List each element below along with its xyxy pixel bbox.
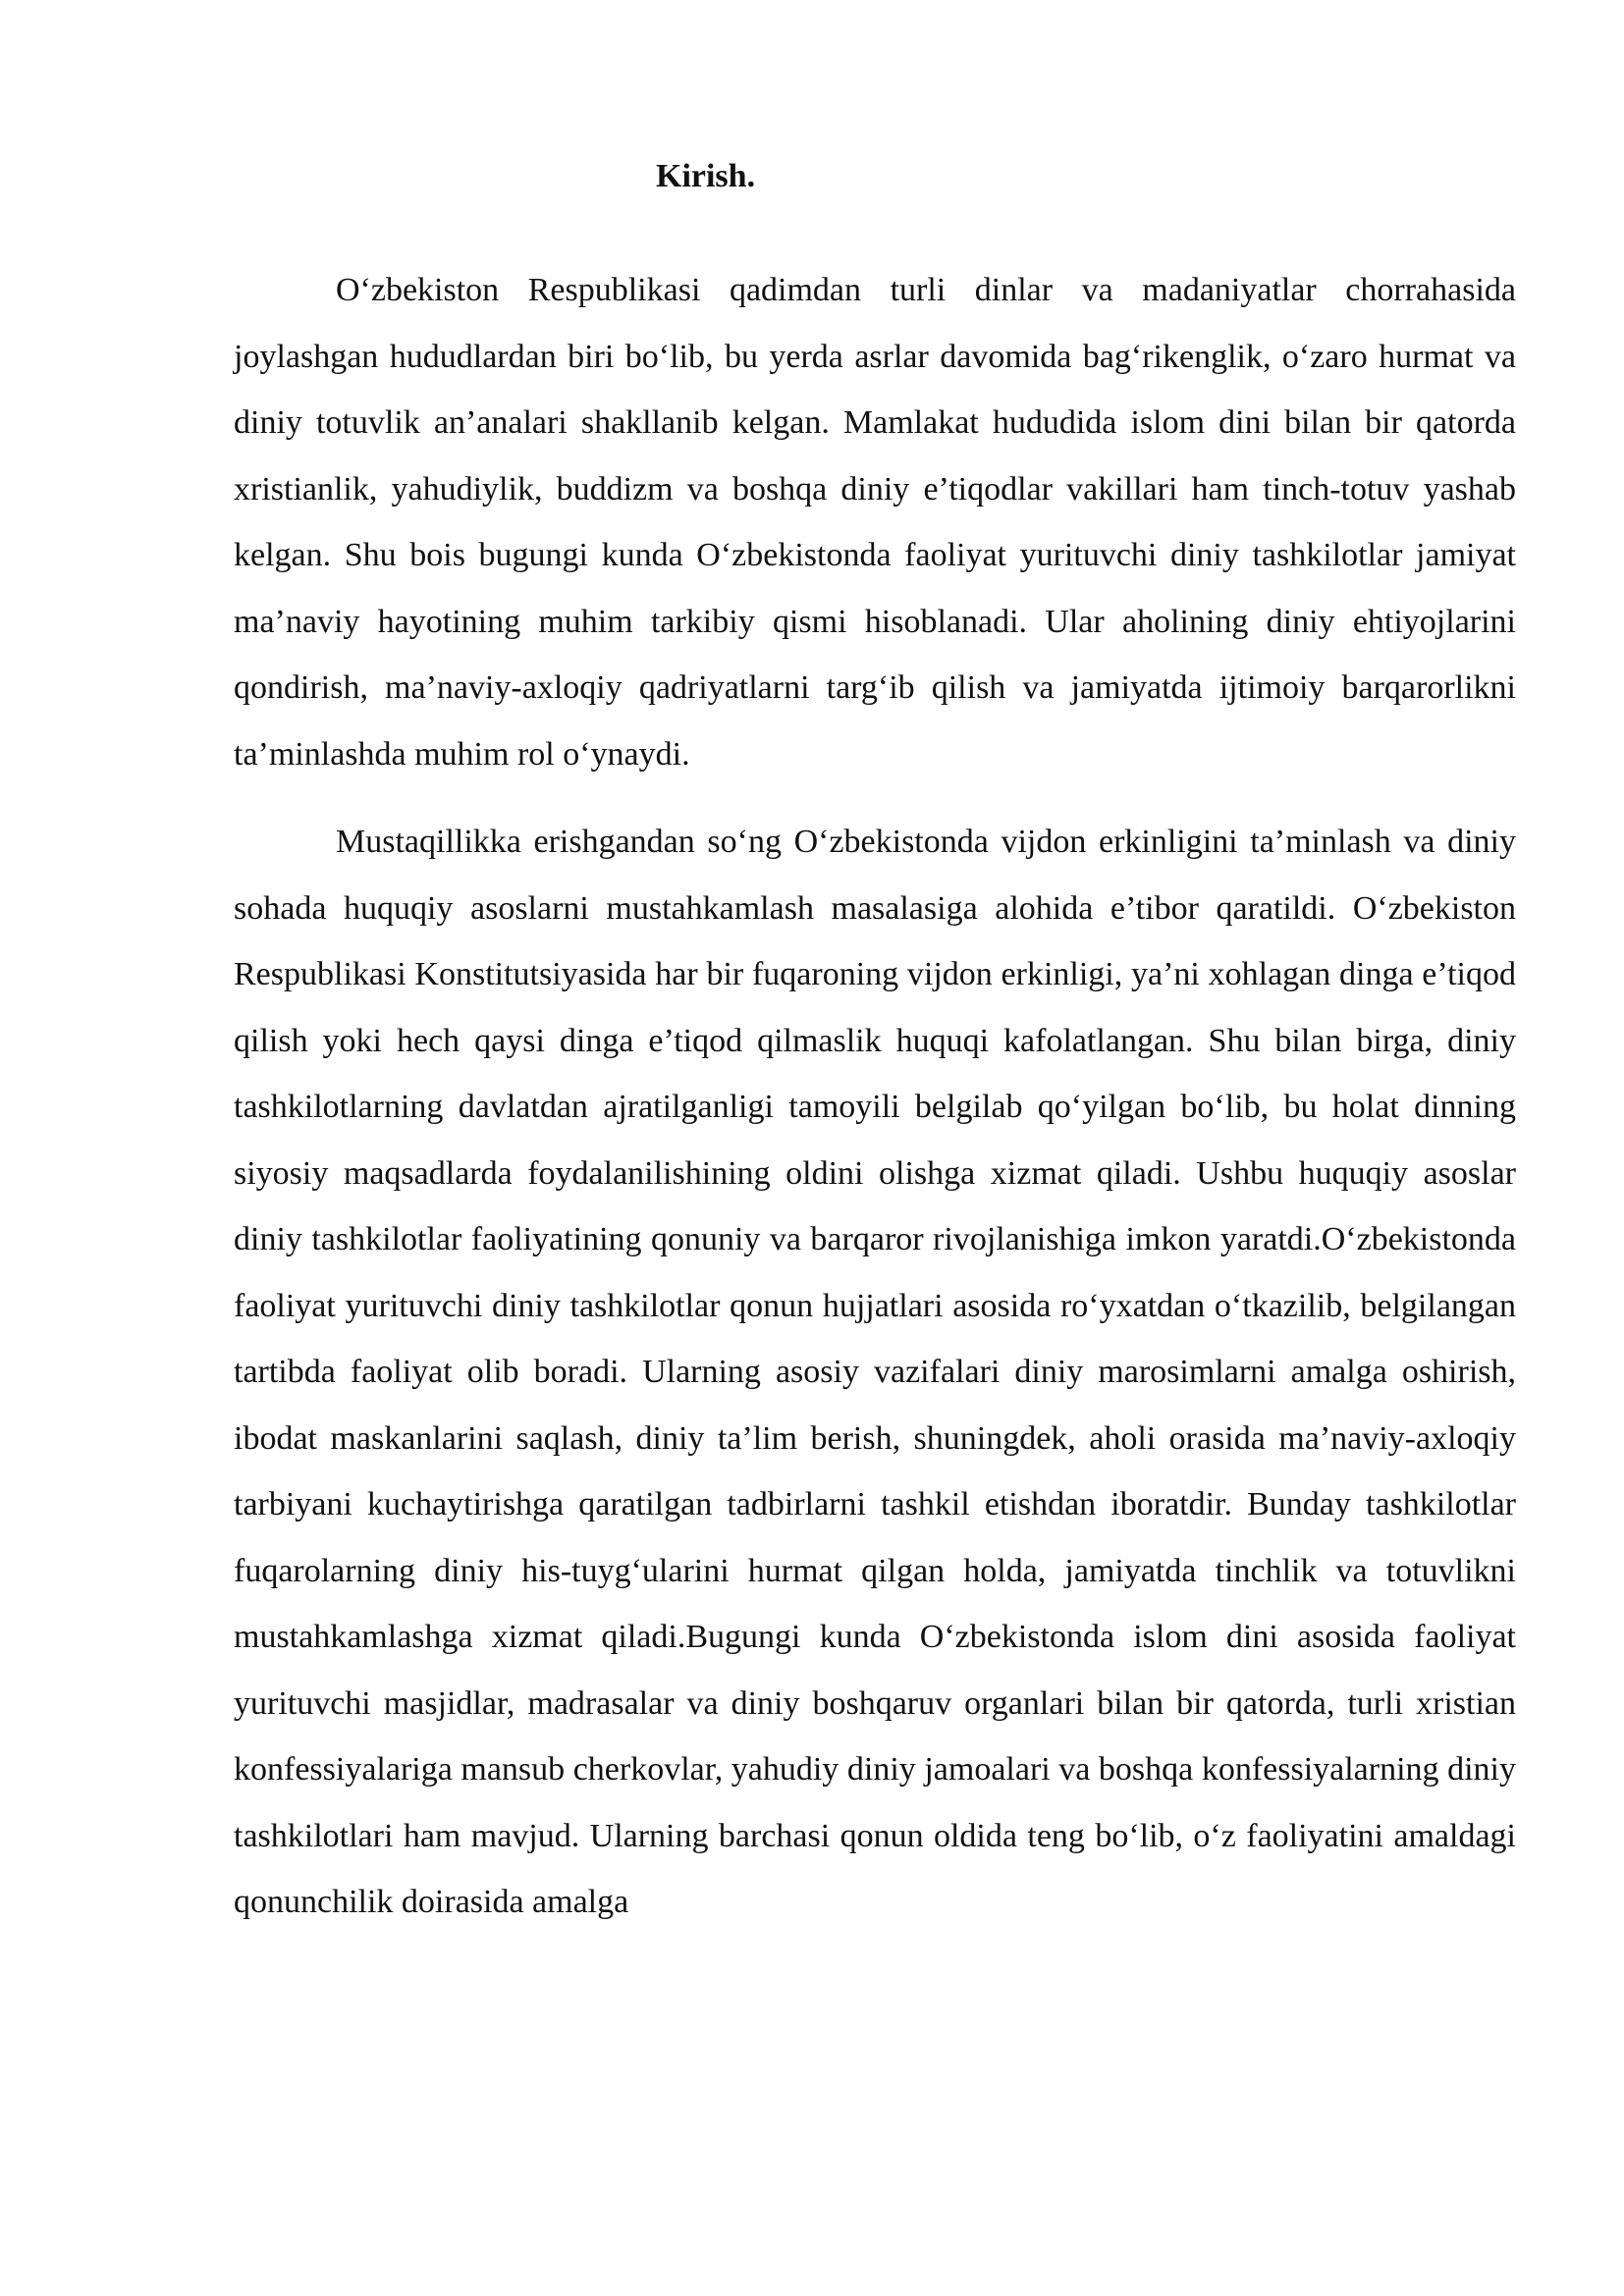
paragraph-independence: Mustaqillikka erishgandan so‘ng O‘zbekistonda vijdon erkinligini ta’minlash va diniy sohada huquqiy asoslarni mustahkamlash masalasiga alohida e’tibor qaratildi. O‘zbekiston Respublikasi Konstitutsiyasida har bir fuqaroning vijdon erkinligi, ya’ni xohlagan dinga e’tiqod qilish yoki hech qaysi dinga e’tiqod qilmaslik huquqi kafolatlangan. Shu bilan birga, diniy tashkilotlarning davlatdan ajratilganligi tamoyili belgilab qo‘yilgan bo‘lib, bu holat dinning siyosiy maqsadlarda foydalanilishining oldini olishga xizmat qiladi. Ushbu huquqiy asoslar diniy tashkilotlar faoliyatining qonuniy va barqaror rivojlanishiga imkon yaratdi.O‘zbekistonda faoliyat yurituvchi diniy tashkilotlar qonun hujjatlari asosida ro‘yxatdan o‘tkazilib, belgilangan tartibda faoliyat olib boradi. Ularning asosiy vazifalari diniy marosimlarni amalga oshirish, ibodat maskanlarini saqlash, diniy ta’lim berish, shuningdek, aholi orasida ma’naviy-axloqiy tarbiyani kuchaytirishga qaratilgan tadbirlarni tashkil etishdan iboratdir. Bunday tashkilotlar fuqarolarning diniy his-tuyg‘ularini hurmat qilgan holda, jamiyatda tinchlik va totuvlikni mustahkamlashga xizmat qiladi.Bugungi kunda O‘zbekistonda islom dini asosida faoliyat yurituvchi masjidlar, madrasalar va diniy boshqaruv organlari bilan bir qatorda, turli xristian konfessiyalariga mansub cherkovlar, yahudiy diniy jamoalari va boshqa konfessiyalarning diniy tashkilotlari ham mavjud. Ularning barchasi qonun oldida teng bo‘lib, o‘z faoliyatini amaldagi qonunchilik doirasida amalga <box>234 824 1516 1920</box>
document-body <box>234 147 1516 1936</box>
document-title: Kirish. <box>656 158 756 194</box>
paragraph-intro: O‘zbekiston Respublikasi qadimdan turli dinlar va madaniyatlar chorrahasida joylashgan hududlardan biri bo‘lib, bu yerda asrlar davomida bag‘rikenglik, o‘zaro hurmat va diniy totuvlik an’analari shakllanib kelgan. Mamlakat hududida islom dini bilan bir qatorda xristianlik, yahudiylik, buddizm va boshqa diniy e’tiqodlar vakillari ham tinch-totuv yashab kelgan. Shu bois bugungi kunda O‘zbekistonda faoliyat yurituvchi diniy tashkilotlar jamiyat ma’naviy hayotining muhim tarkibiy qismi hisoblanadi. Ular aholining diniy ehtiyojlarini qondirish, ma’naviy-axloqiy qadriyatlarni targ‘ib qilish va jamiyatda ijtimoiy barqarorlikni ta’minlashda muhim rol o‘ynaydi. <box>234 272 1516 773</box>
